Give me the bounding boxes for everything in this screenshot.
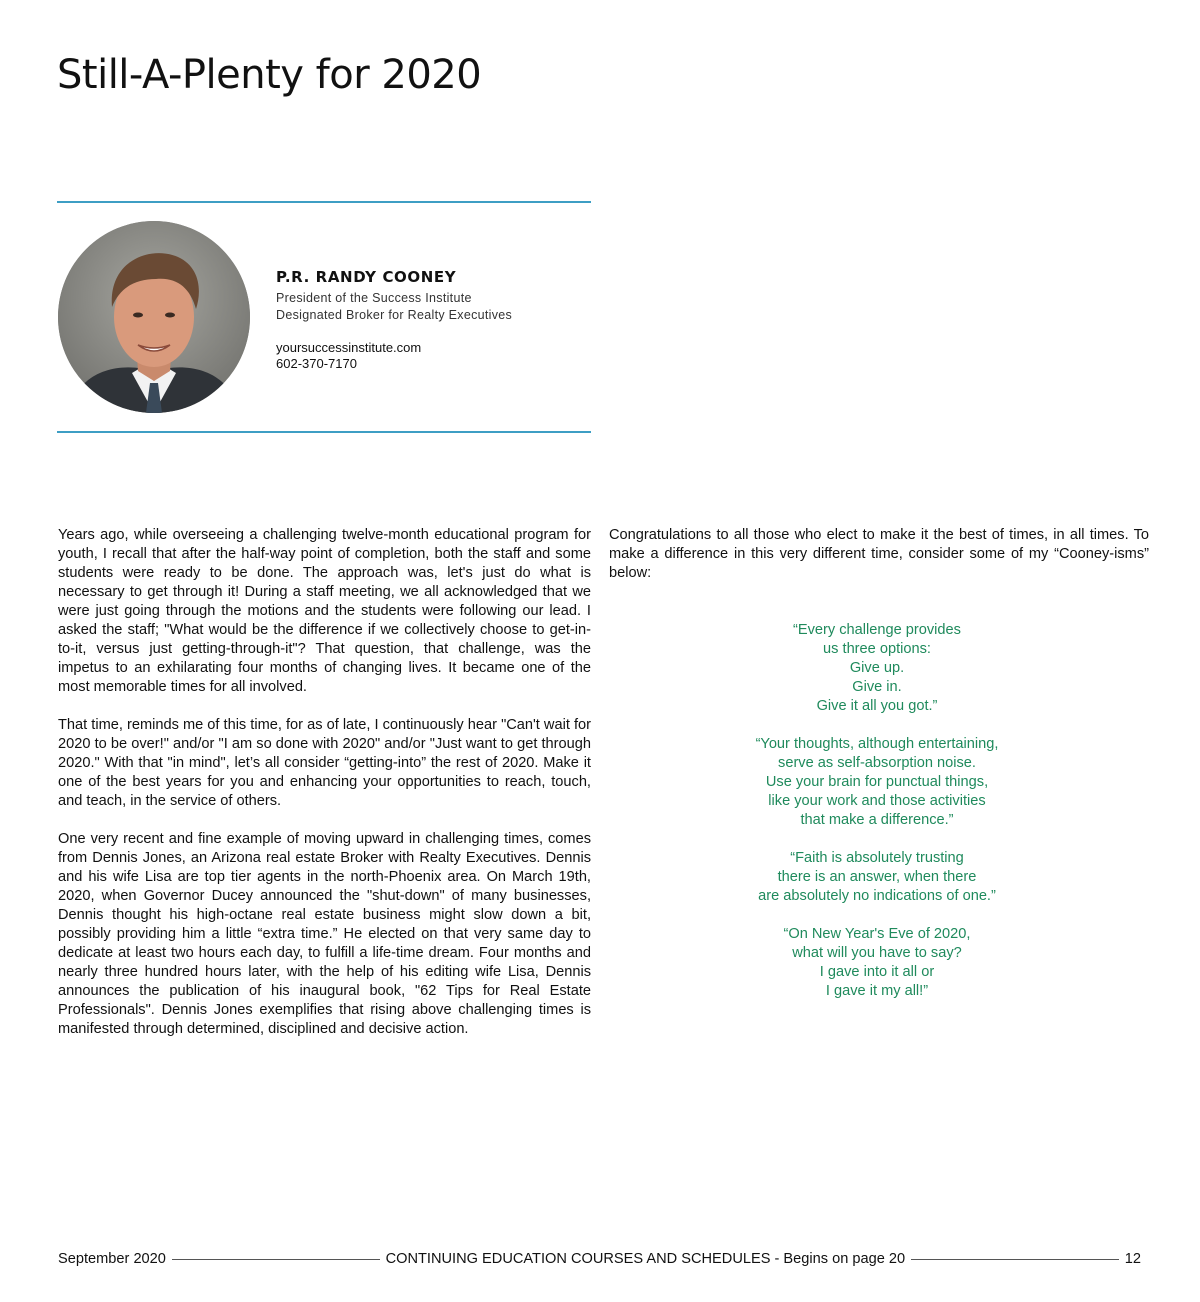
article-right-column	[609, 526, 1149, 1020]
footer-rule	[911, 1259, 1119, 1260]
quote-line: Give in.	[852, 679, 902, 695]
intro-paragraph: Congratulations to all those who elect to make it the best of times, in all times. To make a difference in this very different time, consider some of my “Cooney-isms” below:	[609, 527, 1149, 581]
paragraph: One very recent and fine example of moving upward in challenging times, comes from Dennis Jones, an Arizona real estate Broker with Realty Executives. Dennis and his wife Lisa are top tier agents in the north-Phoenix area. On March 19th, 2020, when Governor Ducey announced the "shut-down" of many businesses, Dennis thought his high-octane real estate business might slow down a bit, possibly providing him a little “extra time.” He elected on that very same day to dedicate at least two hours each day, to fulfill a life-time dream. Four months and nearly three hundred hours later, with the help of his editing wife Lisa, Dennis announces the publication of his inaugural book, "62 Tips for Real Estate Professionals". Dennis Jones exemplifies that rising above challenging times is manifested through determined, disciplined and decisive action.	[58, 831, 591, 1037]
author-photo	[58, 221, 250, 413]
bottom-divider	[57, 431, 591, 433]
quote-line: Use your brain for punctual things,	[765, 774, 989, 790]
author-contact	[276, 340, 512, 372]
portrait-photo-icon	[58, 221, 250, 413]
footer-rule	[172, 1259, 380, 1260]
author-block	[276, 268, 512, 372]
author-title: President of the Success Institute	[276, 291, 472, 305]
quote-line: are absolutely no indications of one.”	[758, 888, 996, 904]
quote-line: us three options:	[823, 641, 931, 657]
footer-center-text: CONTINUING EDUCATION COURSES AND SCHEDULES - Begins on page 20	[385, 1251, 906, 1267]
top-divider	[57, 201, 591, 203]
footer-date: September 2020	[58, 1251, 166, 1267]
quote	[609, 925, 1145, 1001]
paragraph: Years ago, while overseeing a challenging twelve-month educational program for youth, I recall that after the half-way point of completion, both the staff and some students were ready to be done. The approach was, let's just do what is necessary to get through it! During a staff meeting, we all acknowledged that we were just going through the motions and the students were following our lead. I asked the staff; "What would be the difference if we collectively choose to get-in-to-it, versus just getting-through-it"? That question, that challenge, was the impetus to an exhilarating four months of changing lives. It became one of the most memorable times for all involved.	[58, 527, 591, 695]
quote-line: “Every challenge provides	[793, 622, 961, 638]
article-left-column	[58, 526, 591, 1058]
author-subtitle: Designated Broker for Realty Executives	[276, 308, 513, 322]
page-number: 12	[1124, 1251, 1142, 1267]
quote-line: “Faith is absolutely trusting	[790, 850, 964, 866]
quote-line: there is an answer, when there	[777, 869, 977, 885]
paragraph: That time, reminds me of this time, for as of late, I continuously hear "Can't wait for 2020 to be over!" and/or "I am so done with 2020" and/or "Just want to get through 2020." With that "in mind", let’s all consider “getting-into” the rest of 2020. Make it one of the best years for you and enhancing your opportunities to reach, touch, and teach, in the service of others.	[58, 717, 591, 809]
quote-line: Give it all you got.”	[816, 698, 938, 714]
quote-line: like your work and those activities	[768, 793, 986, 809]
quote	[609, 849, 1145, 906]
page-title: Still-A-Plenty for 2020	[57, 52, 482, 98]
author-phone: 602-370-7170	[276, 356, 357, 371]
quote-line: what will you have to say?	[792, 945, 962, 961]
quote	[609, 621, 1145, 716]
page-footer	[58, 1249, 1141, 1269]
author-website[interactable]: yoursuccessinstitute.com	[276, 340, 422, 355]
quote-line: I gave into it all or	[819, 964, 935, 980]
quote-line: “Your thoughts, although entertaining,	[755, 736, 999, 752]
author-name: P.R. RANDY COONEY	[276, 268, 457, 286]
quote-line: I gave it my all!”	[825, 983, 929, 999]
quote-line: serve as self-absorption noise.	[778, 755, 976, 771]
quote	[609, 735, 1145, 830]
quote-line: “On New Year's Eve of 2020,	[783, 926, 971, 942]
quotes-block	[609, 621, 1145, 1001]
quote-line: Give up.	[849, 660, 905, 676]
quote-line: that make a difference.”	[800, 812, 954, 828]
